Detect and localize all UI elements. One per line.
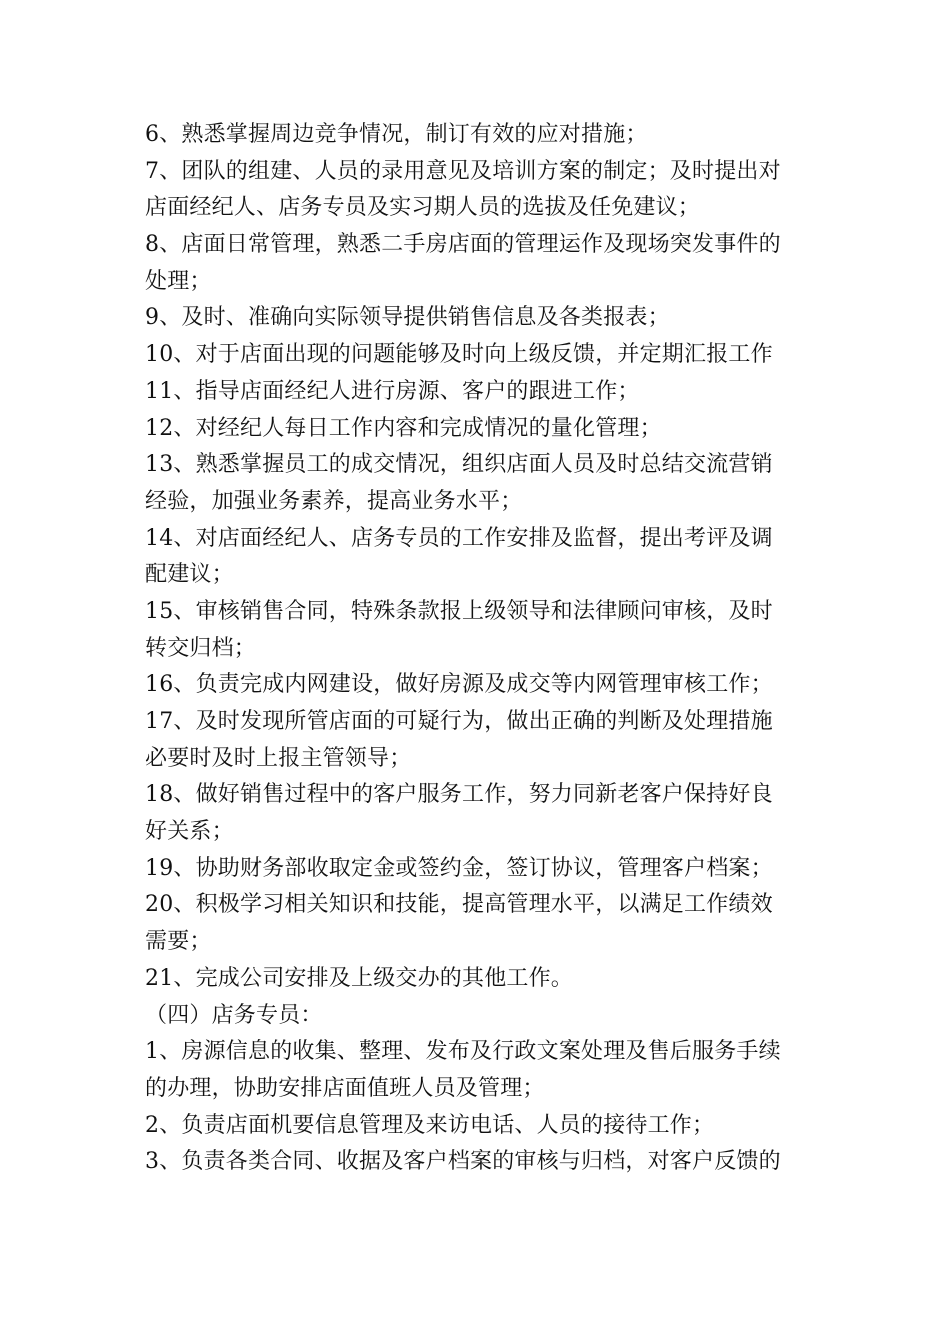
document-text-line: 的办理，协助安排店面值班人员及管理；	[145, 1075, 545, 1101]
document-text-line: 转交归档；	[145, 635, 257, 661]
document-text-line: 店面经纪人、店务专员及实习期人员的选拔及任免建议；	[145, 195, 701, 221]
document-text-line: 19、协助财务部收取定金或签约金，签订协议，管理客户档案；	[145, 855, 773, 881]
document-text-line: 20、积极学习相关知识和技能，提高管理水平，以满足工作绩效	[145, 892, 773, 918]
document-text-line: 1、房源信息的收集、整理、发布及行政文案处理及售后服务手续	[145, 1039, 781, 1065]
document-text-line: 经验，加强业务素养，提高业务水平；	[145, 488, 523, 514]
document-text-line: 配建议；	[145, 562, 234, 588]
document-text-line: 11、指导店面经纪人进行房源、客户的跟进工作；	[145, 378, 640, 404]
document-text-line: 16、负责完成内网建设，做好房源及成交等内网管理审核工作；	[145, 672, 773, 698]
document-text-line: 13、熟悉掌握员工的成交情况，组织店面人员及时总结交流营销	[145, 452, 773, 478]
document-text-line: 7、团队的组建、人员的录用意见及培训方案的制定；及时提出对	[145, 158, 781, 184]
document-body	[145, 117, 815, 1181]
document-text-line: 处理；	[145, 268, 212, 294]
document-text-line: 需要；	[145, 929, 212, 955]
document-text-line: 必要时及时上报主管领导；	[145, 745, 412, 771]
document-text-line: 14、对店面经纪人、店务专员的工作安排及监督，提出考评及调	[145, 525, 773, 551]
document-text-line: 6、熟悉掌握周边竞争情况，制订有效的应对措施；	[145, 122, 648, 147]
document-text-line: 15、审核销售合同，特殊条款报上级领导和法律顾问审核，及时	[145, 598, 773, 624]
document-text-line: 17、及时发现所管店面的可疑行为，做出正确的判断及处理措施	[145, 709, 773, 734]
document-text-line: 9、及时、准确向实际领导提供销售信息及各类报表；	[145, 305, 670, 331]
document-text-line: 21、完成公司安排及上级交办的其他工作。	[145, 965, 573, 991]
document-text-line: 2、负责店面机要信息管理及来访电话、人员的接待工作；	[145, 1112, 715, 1138]
document-text-line: 好关系；	[145, 819, 234, 845]
document-text-line: 10、对于店面出现的问题能够及时向上级反馈，并定期汇报工作	[145, 342, 773, 368]
document-text-line: 12、对经纪人每日工作内容和完成情况的量化管理；	[145, 415, 662, 441]
document-text-line: 8、店面日常管理，熟悉二手房店面的管理运作及现场突发事件的	[145, 232, 781, 258]
document-text-line: （四）店务专员：	[145, 1002, 323, 1028]
document-text-line: 3、负责各类合同、收据及客户档案的审核与归档，对客户反馈的	[145, 1149, 781, 1175]
document-text-line: 18、做好销售过程中的客户服务工作，努力同新老客户保持好良	[145, 782, 773, 808]
